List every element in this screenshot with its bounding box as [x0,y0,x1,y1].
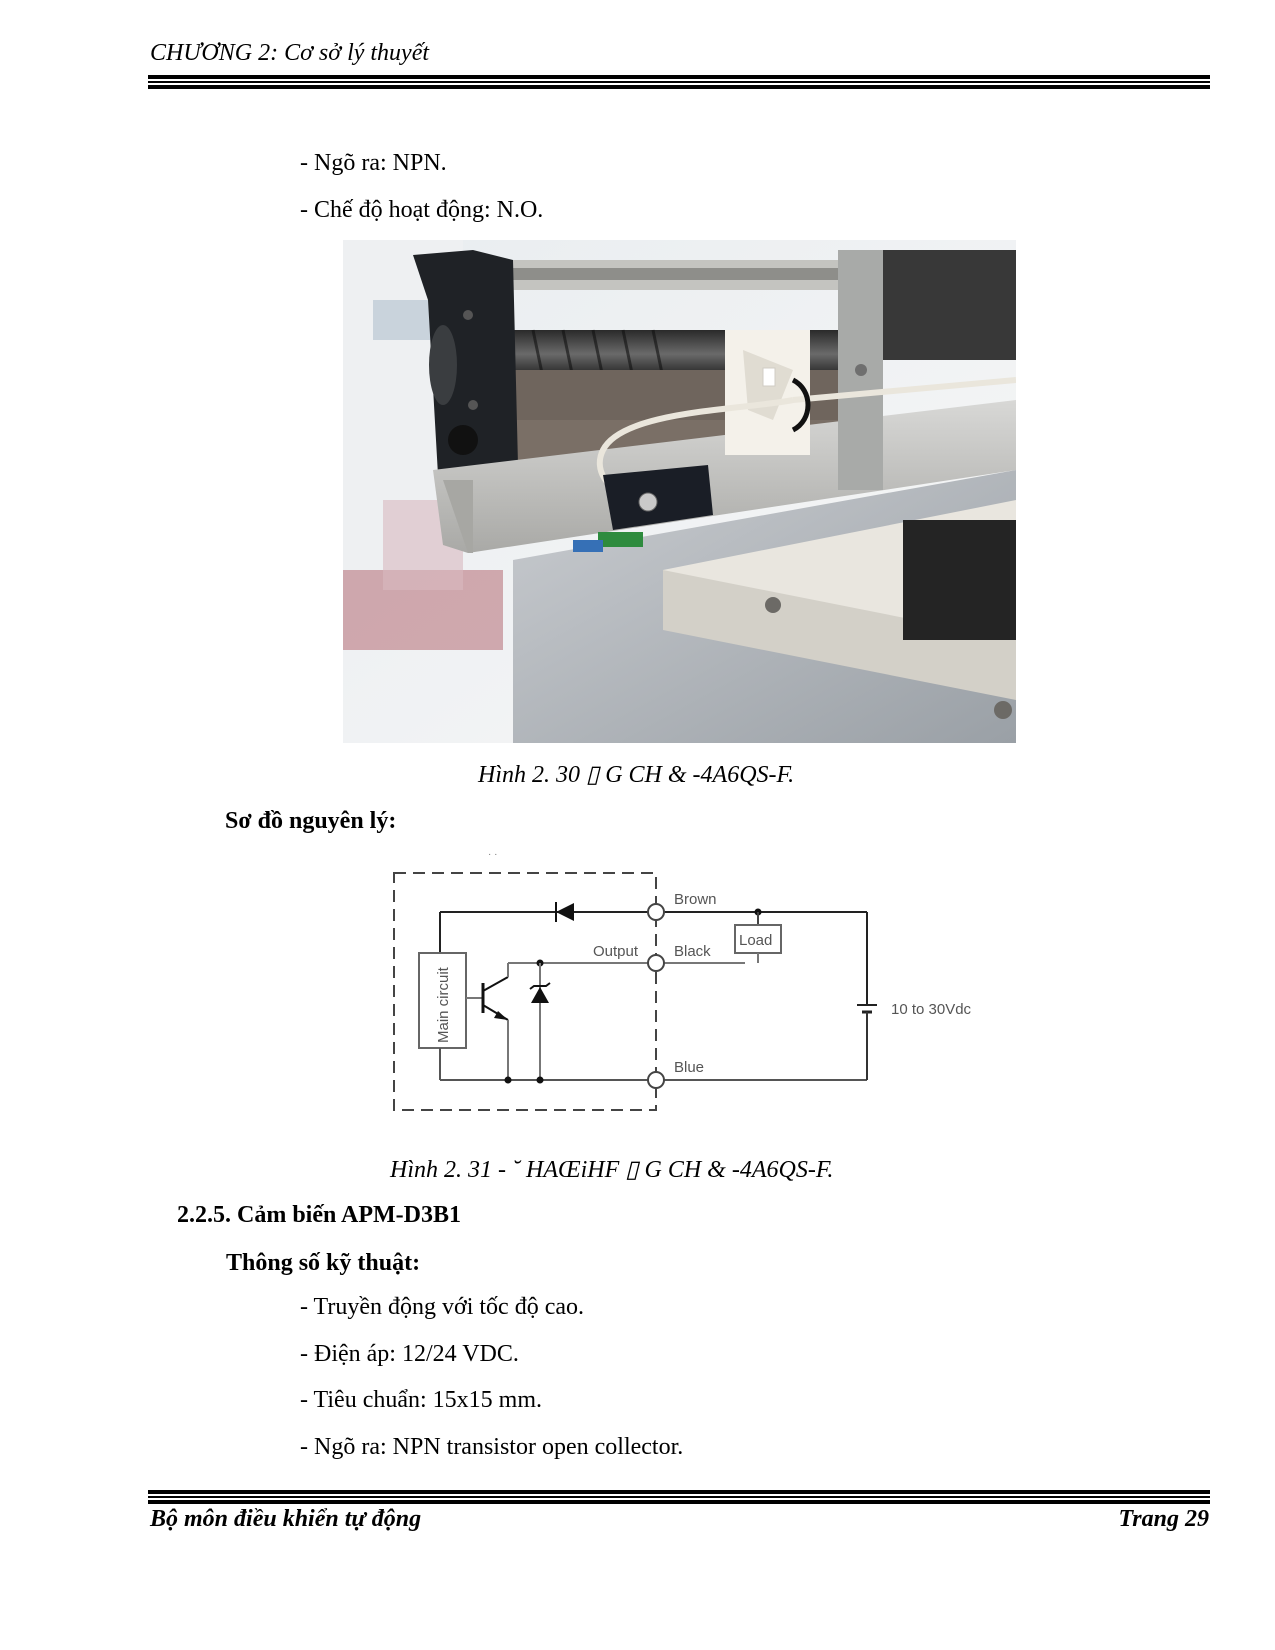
svg-text:Blue: Blue [674,1059,705,1076]
npn-wiring-diagram [380,845,1000,1125]
page-number: Trang 29 [1118,1506,1209,1532]
spec-bullet: - Tiêu chuẩn: 15x15 mm. [300,1387,543,1413]
spec-bullet: - Ngõ ra: NPN transistor open collector. [300,1434,684,1460]
bullet-output-type: - Ngõ ra: NPN. [300,150,447,176]
header-rule-middle [148,81,1210,83]
svg-text:· ·: · · [488,849,498,860]
chapter-header: CHƯƠNG 2: Cơ sở lý thuyết [150,40,430,66]
footer-rule-bottom [148,1500,1210,1504]
footer-rule-middle [148,1496,1210,1498]
svg-text:Load: Load [739,932,773,949]
spec-bullet: - Truyền động với tốc độ cao. [300,1294,585,1320]
schematic-heading: Sơ đồ nguyên lý: [225,808,397,834]
bullet-operation-mode: - Chế độ hoạt động: N.O. [300,197,544,223]
svg-text:Black: Black [674,943,711,960]
spec-subheading: Thông số kỹ thuật: [226,1250,421,1276]
header-rule-bottom [148,85,1210,89]
main-circuit-label: Main circuit [435,967,452,1043]
svg-text:Output: Output [593,943,639,960]
section-title: 2.2.5. Cảm biến APM-D3B1 [177,1202,461,1228]
sensor-photo [343,240,1016,743]
footer-department: Bộ môn điều khiển tự động [150,1506,422,1532]
footer-rule-top [148,1490,1210,1494]
header-rule-top [148,75,1210,79]
figure-31-caption: Hình 2. 31 - ˘ HAŒiHF ▯ G CH & -4A6QS-F. [390,1157,834,1183]
svg-text:Brown: Brown [674,891,717,908]
svg-text:10 to 30Vdc: 10 to 30Vdc [891,1001,972,1018]
spec-bullet: - Điện áp: 12/24 VDC. [300,1341,519,1367]
figure-30-caption: Hình 2. 30 ▯ G CH & -4A6QS-F. [478,762,795,788]
